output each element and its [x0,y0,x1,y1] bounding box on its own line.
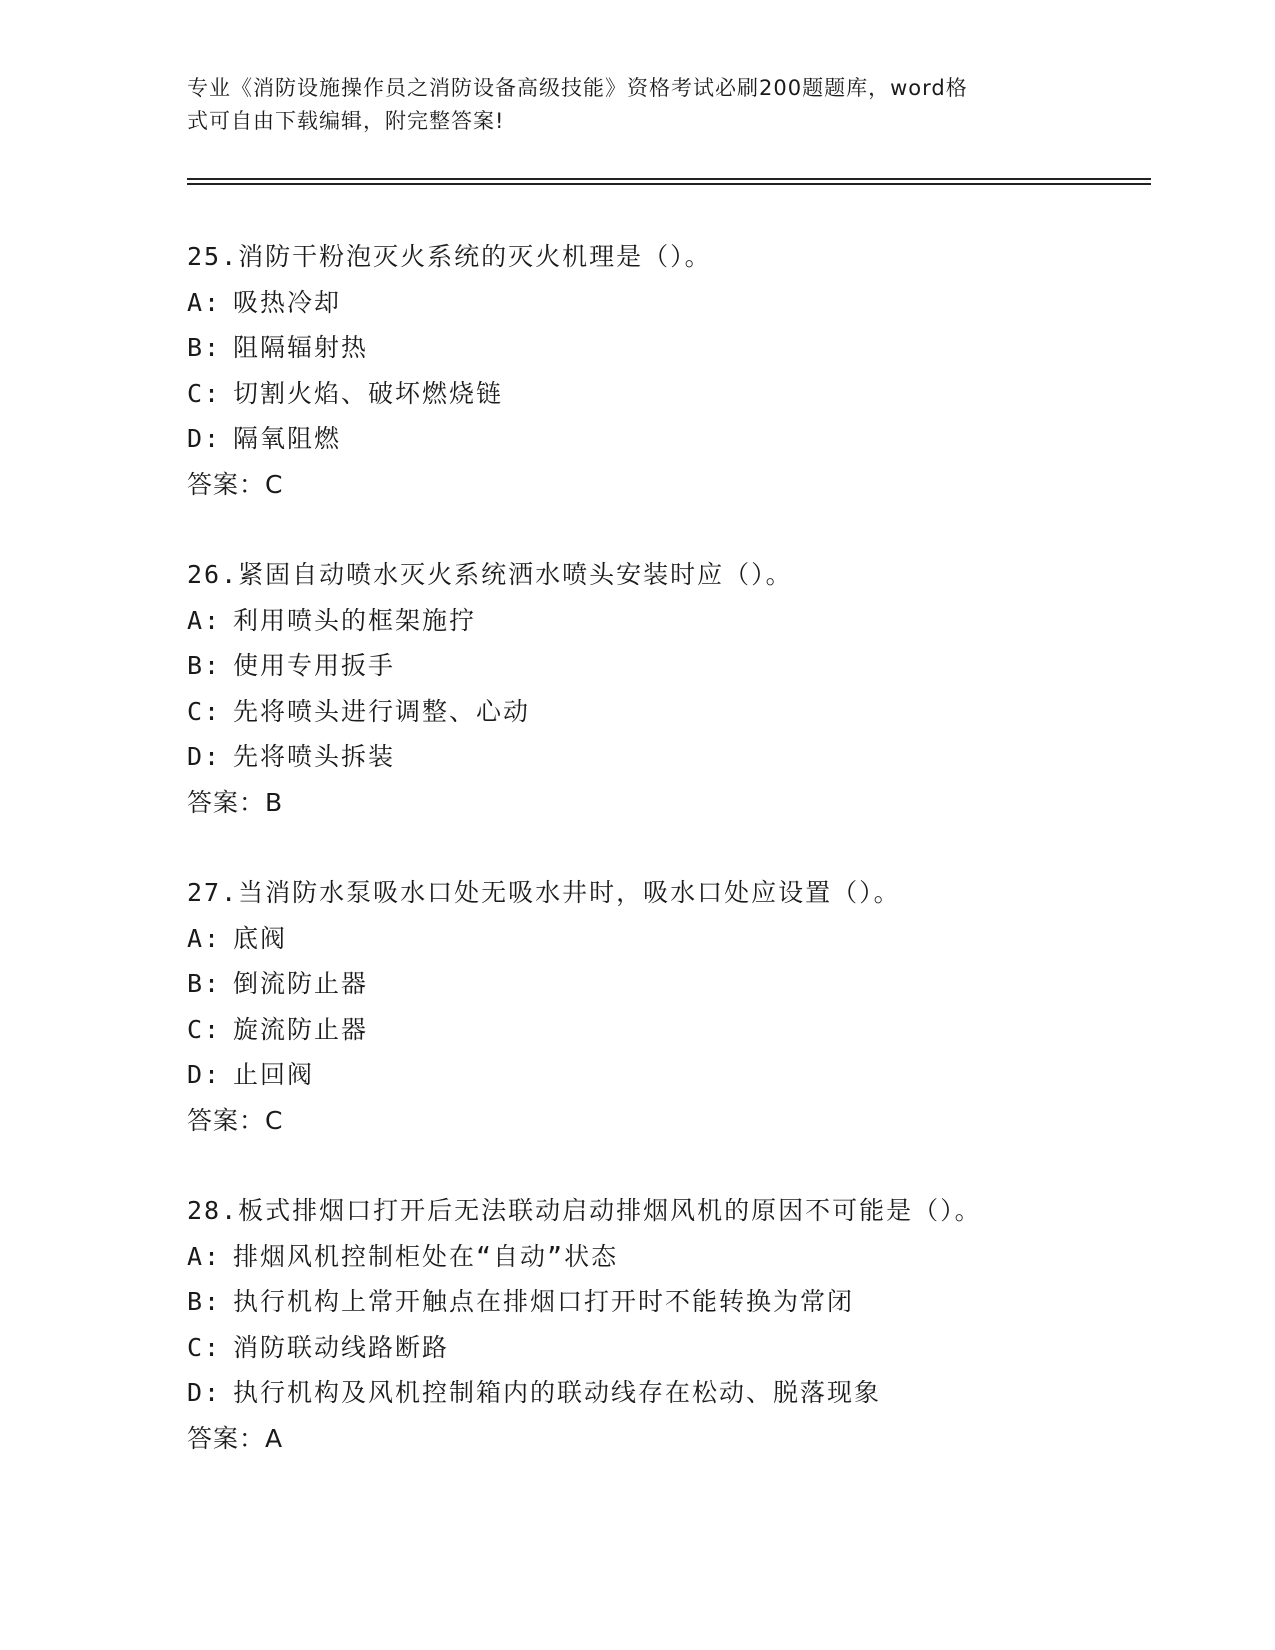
option-c [187,689,1147,735]
option-a [187,598,1147,644]
question-spacer [187,825,1147,870]
question-list [187,234,1147,1461]
option-text: 消防联动线路断路 [233,1332,450,1362]
option-a [187,1234,1147,1280]
option-text: 吸热冷却 [233,287,342,317]
option-key: B: [187,1287,222,1316]
option-key: C: [187,1014,222,1044]
option-text: 倒流防止器 [233,969,369,998]
option-text: 使用专用扳手 [233,651,396,680]
option-text: 执行机构及风机控制箱内的联动线存在松动、脱落现象 [233,1378,882,1407]
option-key: B: [187,969,222,998]
option-text: 止回阀 [233,1060,315,1089]
question-spacer [187,507,1147,552]
option-key: C: [187,378,222,408]
option-d [187,734,1147,780]
option-a [187,280,1147,326]
question-stem: 26.紧固自动喷水灭火系统洒水喷头安装时应（）。 [187,560,793,589]
question-stem: 28.板式排烟口打开后无法联动启动排烟风机的原因不可能是（）。 [187,1196,982,1225]
option-c [187,1325,1147,1371]
option-text: 旋流防止器 [233,1014,369,1044]
answer: 答案：A [187,1423,284,1453]
option-key: B: [187,651,222,680]
option-c [187,371,1147,417]
option-key: D: [187,424,222,453]
option-key: D: [187,1378,222,1407]
option-c [187,1007,1147,1053]
option-text: 执行机构上常开触点在排烟口打开时不能转换为常闭 [233,1287,855,1316]
option-b [187,961,1147,1007]
option-text: 先将喷头进行调整、心动 [233,696,531,726]
document-header [187,72,1087,138]
answer: 答案：C [187,469,284,499]
option-key: C: [187,1332,222,1362]
header-line-1: 专业《消防设施操作员之消防设备高级技能》资格考试必刷200题题库，word格 [187,76,968,100]
option-d [187,1370,1147,1416]
option-text: 利用喷头的框架施拧 [233,605,477,635]
option-key: A: [187,1241,222,1271]
question-25 [187,234,1147,507]
header-line-2: 式可自由下载编辑，附完整答案! [187,109,505,133]
header-divider-bottom [187,183,1151,185]
answer: 答案：C [187,1105,284,1135]
answer: 答案：B [187,787,284,817]
option-key: C: [187,696,222,726]
question-27 [187,870,1147,1143]
question-28 [187,1188,1147,1461]
option-b [187,325,1147,371]
option-text: 隔氧阻燃 [233,424,342,453]
option-key: A: [187,287,222,317]
option-key: D: [187,1060,222,1089]
question-stem: 25.消防干粉泡灭火系统的灭火机理是（）。 [187,242,712,271]
option-d [187,1052,1147,1098]
question-spacer [187,1143,1147,1188]
option-b [187,1279,1147,1325]
option-text: 先将喷头拆装 [233,742,396,771]
option-text: 排烟风机控制柜处在“自动”状态 [233,1241,619,1271]
option-key: A: [187,605,222,635]
option-text: 底阀 [233,923,288,953]
option-key: A: [187,923,222,953]
option-text: 切割火焰、破坏燃烧链 [233,378,504,408]
option-b [187,643,1147,689]
option-text: 阻隔辐射热 [233,333,369,362]
header-divider-top [187,178,1151,180]
option-key: B: [187,333,222,362]
question-stem: 27.当消防水泵吸水口处无吸水井时，吸水口处应设置（）。 [187,878,901,907]
option-d [187,416,1147,462]
option-key: D: [187,742,222,771]
option-a [187,916,1147,962]
question-26 [187,552,1147,825]
